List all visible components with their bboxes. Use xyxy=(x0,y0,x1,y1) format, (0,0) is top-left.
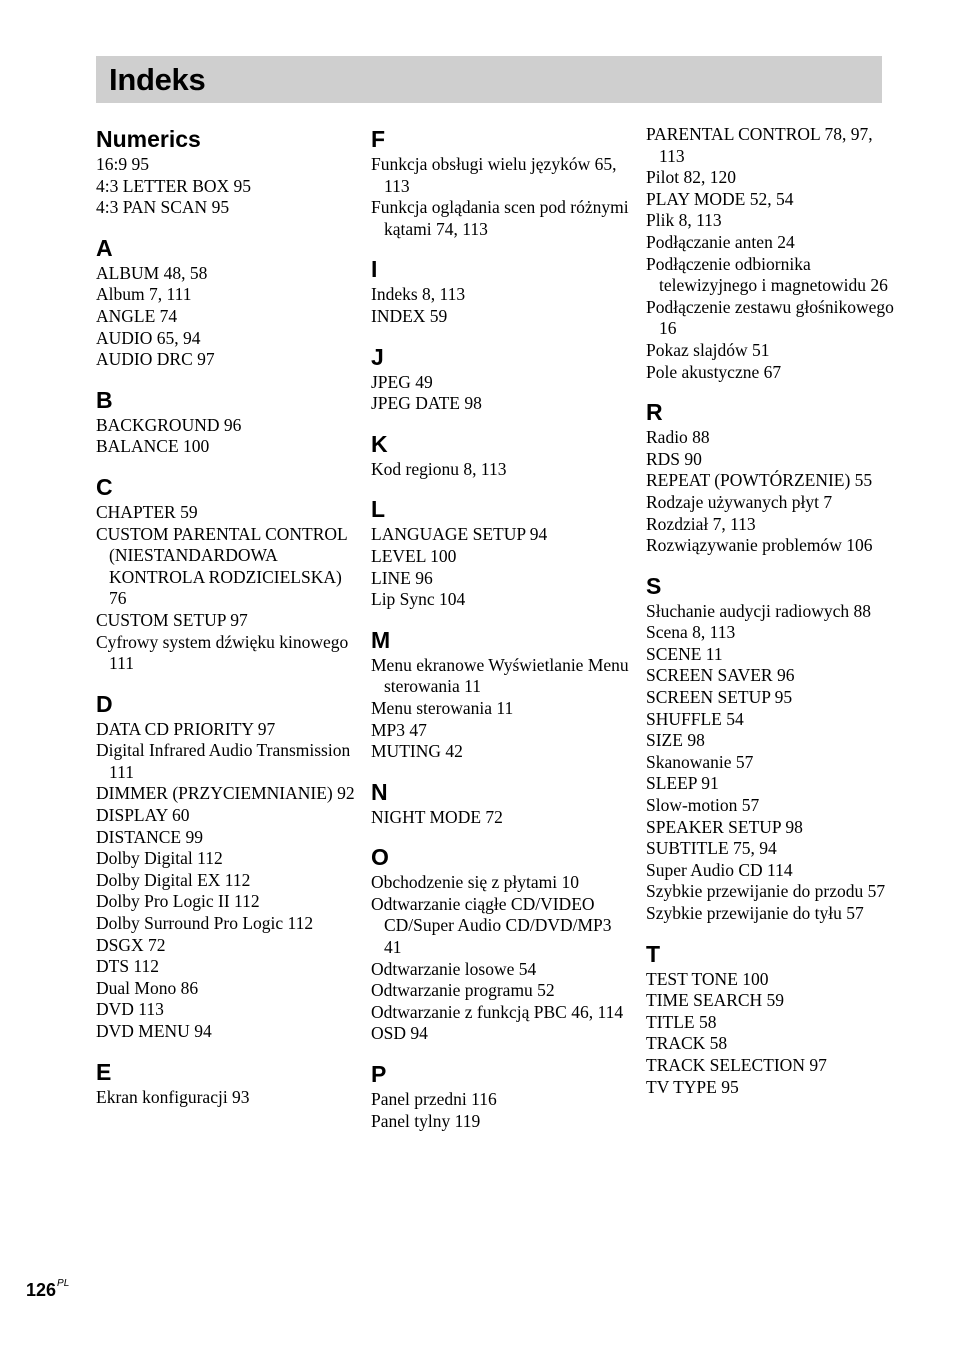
index-entry: JPEG DATE 98 xyxy=(371,393,482,414)
index-entry: Ekran konfiguracji 93 xyxy=(96,1086,250,1107)
index-entry: Album 7, 111 xyxy=(96,284,192,305)
entry-list xyxy=(371,372,633,415)
index-entry: DISTANCE 99 xyxy=(96,826,203,847)
section-heading: I xyxy=(371,256,378,283)
index-entry: Lip Sync 104 xyxy=(371,589,466,610)
entry-list xyxy=(96,263,358,371)
index-entry: CHAPTER 59 xyxy=(96,501,198,522)
section-heading: P xyxy=(371,1061,387,1088)
section-heading: F xyxy=(371,126,386,152)
index-entry: SCREEN SETUP 95 xyxy=(646,687,793,708)
index-entry: Podłączenie odbiornika telewizyjnego i magnetowidu 26 xyxy=(646,253,888,296)
section-heading: L xyxy=(371,496,386,523)
index-entry: Scena 8, 113 xyxy=(646,622,736,643)
index-section xyxy=(371,1059,633,1132)
index-entry: Pokaz slajdów 51 xyxy=(646,339,770,360)
section-heading: E xyxy=(96,1058,112,1085)
index-section xyxy=(96,385,358,458)
index-entry: Obchodzenie się z płytami 10 xyxy=(371,872,579,893)
index-entry: Podłączenie zestawu głośnikowego 16 xyxy=(646,296,894,339)
section-heading: O xyxy=(371,844,389,871)
index-entry: Dolby Surround Pro Logic 112 xyxy=(96,913,314,934)
entry-list xyxy=(371,807,633,829)
index-entry: RDS 90 xyxy=(646,448,702,469)
index-entry: TITLE 58 xyxy=(646,1011,717,1032)
index-entry: ANGLE 74 xyxy=(96,305,178,326)
index-entry: Odtwarzanie losowe 54 xyxy=(371,958,537,979)
index-section xyxy=(646,397,896,557)
index-entry: Dual Mono 86 xyxy=(96,977,199,998)
index-entry: NIGHT MODE 72 xyxy=(371,806,503,827)
index-entry: Funkcja obsługi wielu języków 65, 113 xyxy=(371,154,617,196)
entry-list xyxy=(646,427,896,557)
index-entry: DATA CD PRIORITY 97 xyxy=(96,718,276,739)
index-entry: Dolby Digital 112 xyxy=(96,848,223,869)
index-entry: TRACK 58 xyxy=(646,1033,728,1054)
index-section xyxy=(96,124,358,219)
entry-list xyxy=(96,415,358,458)
index-entry: Odtwarzanie z funkcją PBC 46, 114 xyxy=(371,1001,624,1022)
index-section xyxy=(96,472,358,675)
index-entry: CUSTOM SETUP 97 xyxy=(96,609,248,630)
index-entry: DIMMER (PRZYCIEMNIANIE) 92 xyxy=(96,783,355,804)
index-entry: Szybkie przewijanie do przodu 57 xyxy=(646,881,886,902)
section-heading: A xyxy=(96,234,113,261)
section-heading: N xyxy=(371,778,388,805)
entry-list xyxy=(371,872,633,1045)
entry-list xyxy=(371,524,633,610)
index-entry: Menu sterowania 11 xyxy=(371,697,514,718)
index-entry: Szybkie przewijanie do tyłu 57 xyxy=(646,903,864,923)
index-entry: Odtwarzanie programu 52 xyxy=(371,980,555,1001)
index-section xyxy=(371,777,633,829)
index-entry: AUDIO 65, 94 xyxy=(96,327,201,348)
index-entry: PLAY MODE 52, 54 xyxy=(646,188,794,209)
index-entry: SHUFFLE 54 xyxy=(646,708,744,729)
index-column-2 xyxy=(371,124,633,1132)
entry-list xyxy=(96,1087,358,1109)
index-entry: 4:3 LETTER BOX 95 xyxy=(96,175,252,196)
index-section xyxy=(646,939,896,1099)
entry-list xyxy=(646,601,896,925)
section-heading: R xyxy=(646,399,663,426)
index-entry: Odtwarzanie ciągłe CD/VIDEO CD/Super Audio CD/DVD/MP3 41 xyxy=(371,893,612,958)
page-number-suffix: PL xyxy=(57,1278,70,1289)
index-entry: Rozwiązywanie problemów 106 xyxy=(646,535,873,556)
index-entry: INDEX 59 xyxy=(371,305,448,326)
index-entry: Indeks 8, 113 xyxy=(371,284,466,305)
index-entry: 4:3 PAN SCAN 95 xyxy=(96,197,230,218)
index-entry: SCREEN SAVER 96 xyxy=(646,665,795,686)
index-section xyxy=(96,233,358,371)
index-entry: Podłączanie anten 24 xyxy=(646,231,795,252)
index-section xyxy=(96,689,358,1043)
index-section xyxy=(646,124,896,383)
index-entry: TV TYPE 95 xyxy=(646,1076,739,1097)
page-number xyxy=(26,1280,69,1301)
section-heading: J xyxy=(371,343,384,370)
entry-list xyxy=(96,502,358,675)
index-entry: ALBUM 48, 58 xyxy=(96,262,208,283)
page-title: Indeks xyxy=(109,62,206,97)
index-entry: Panel przedni 116 xyxy=(371,1089,497,1110)
index-entry: LANGUAGE SETUP 94 xyxy=(371,524,548,545)
index-entry: Plik 8, 113 xyxy=(646,210,722,231)
index-entry: MP3 47 xyxy=(371,719,427,740)
title-bar xyxy=(96,56,882,103)
section-heading: M xyxy=(371,626,391,653)
index-column-3 xyxy=(646,124,896,1098)
index-entry: Cyfrowy system dźwięku kinowego 111 xyxy=(96,631,349,674)
index-entry: BACKGROUND 96 xyxy=(96,414,242,435)
index-entry: Funkcja oglądania scen pod różnymi kątami 74, 113 xyxy=(371,197,629,239)
index-entry: MUTING 42 xyxy=(371,741,463,762)
index-entry: DVD 113 xyxy=(96,999,164,1020)
index-entry: BALANCE 100 xyxy=(96,436,210,457)
entry-list xyxy=(96,719,358,1043)
index-entry: Slow-motion 57 xyxy=(646,795,760,816)
index-section xyxy=(371,625,633,763)
index-entry: Rodzaje używanych płyt 7 xyxy=(646,491,833,512)
index-entry: REPEAT (POWTÓRZENIE) 55 xyxy=(646,470,873,491)
index-entry: PARENTAL CONTROL 78, 97, 113 xyxy=(646,124,873,166)
section-heading: S xyxy=(646,572,662,599)
section-heading: D xyxy=(96,690,113,717)
index-entry: Rozdział 7, 113 xyxy=(646,513,756,534)
index-entry: Menu ekranowe Wyświetlanie Menu sterowania 11 xyxy=(371,654,629,697)
section-heading: T xyxy=(646,940,661,967)
index-entry: SCENE 11 xyxy=(646,643,723,664)
index-entry: Digital Infrared Audio Transmission 111 xyxy=(96,740,351,782)
entry-list xyxy=(371,154,633,240)
index-column-1 xyxy=(96,124,358,1108)
index-entry: Kod regionu 8, 113 xyxy=(371,458,507,479)
entry-list xyxy=(646,969,896,1099)
index-entry: Pilot 82, 120 xyxy=(646,167,736,188)
index-entry: LINE 96 xyxy=(371,567,433,588)
index-entry: CUSTOM PARENTAL CONTROL (NIESTANDARDOWA KONTROLA RODZICIELSKA) 76 xyxy=(96,523,348,609)
index-entry: 16:9 95 xyxy=(96,154,149,174)
index-entry: JPEG 49 xyxy=(371,371,433,392)
index-entry: SPEAKER SETUP 98 xyxy=(646,816,803,837)
index-section xyxy=(646,571,896,925)
index-entry: Skanowanie 57 xyxy=(646,751,754,772)
section-heading: B xyxy=(96,386,113,413)
entry-list xyxy=(371,1089,633,1132)
index-entry: SIZE 98 xyxy=(646,730,705,751)
index-entry: Słuchanie audycji radiowych 88 xyxy=(646,600,872,621)
index-entry: DSGX 72 xyxy=(96,934,166,955)
index-entry: SLEEP 91 xyxy=(646,773,719,794)
index-section xyxy=(371,494,633,610)
entry-list xyxy=(646,124,896,383)
entry-list xyxy=(371,459,633,481)
index-entry: TIME SEARCH 59 xyxy=(646,990,785,1011)
index-entry: DTS 112 xyxy=(96,956,160,977)
index-section xyxy=(96,1057,358,1109)
index-entry: TRACK SELECTION 97 xyxy=(646,1054,827,1075)
section-heading: C xyxy=(96,473,113,500)
index-entry: TEST TONE 100 xyxy=(646,968,769,989)
index-section xyxy=(371,124,633,240)
section-heading: Numerics xyxy=(96,126,201,152)
index-section xyxy=(371,342,633,415)
index-section xyxy=(371,254,633,327)
index-entry: SUBTITLE 75, 94 xyxy=(646,838,777,859)
entry-list xyxy=(371,284,633,327)
index-entry: Super Audio CD 114 xyxy=(646,859,793,880)
index-entry: DISPLAY 60 xyxy=(96,805,190,826)
index-entry: AUDIO DRC 97 xyxy=(96,349,215,370)
page-number-value: 126 xyxy=(26,1280,57,1300)
entry-list xyxy=(371,655,633,763)
section-heading: K xyxy=(371,430,388,457)
index-entry: Panel tylny 119 xyxy=(371,1110,481,1131)
index-entry: Dolby Pro Logic II 112 xyxy=(96,891,260,912)
index-entry: Dolby Digital EX 112 xyxy=(96,869,251,890)
index-entry: DVD MENU 94 xyxy=(96,1021,212,1041)
entry-list xyxy=(96,154,358,219)
index-section xyxy=(371,842,633,1045)
index-entry: Pole akustyczne 67 xyxy=(646,361,782,382)
index-entry: LEVEL 100 xyxy=(371,545,457,566)
index-entry: Radio 88 xyxy=(646,427,710,448)
index-entry: OSD 94 xyxy=(371,1023,428,1044)
index-section xyxy=(371,429,633,481)
